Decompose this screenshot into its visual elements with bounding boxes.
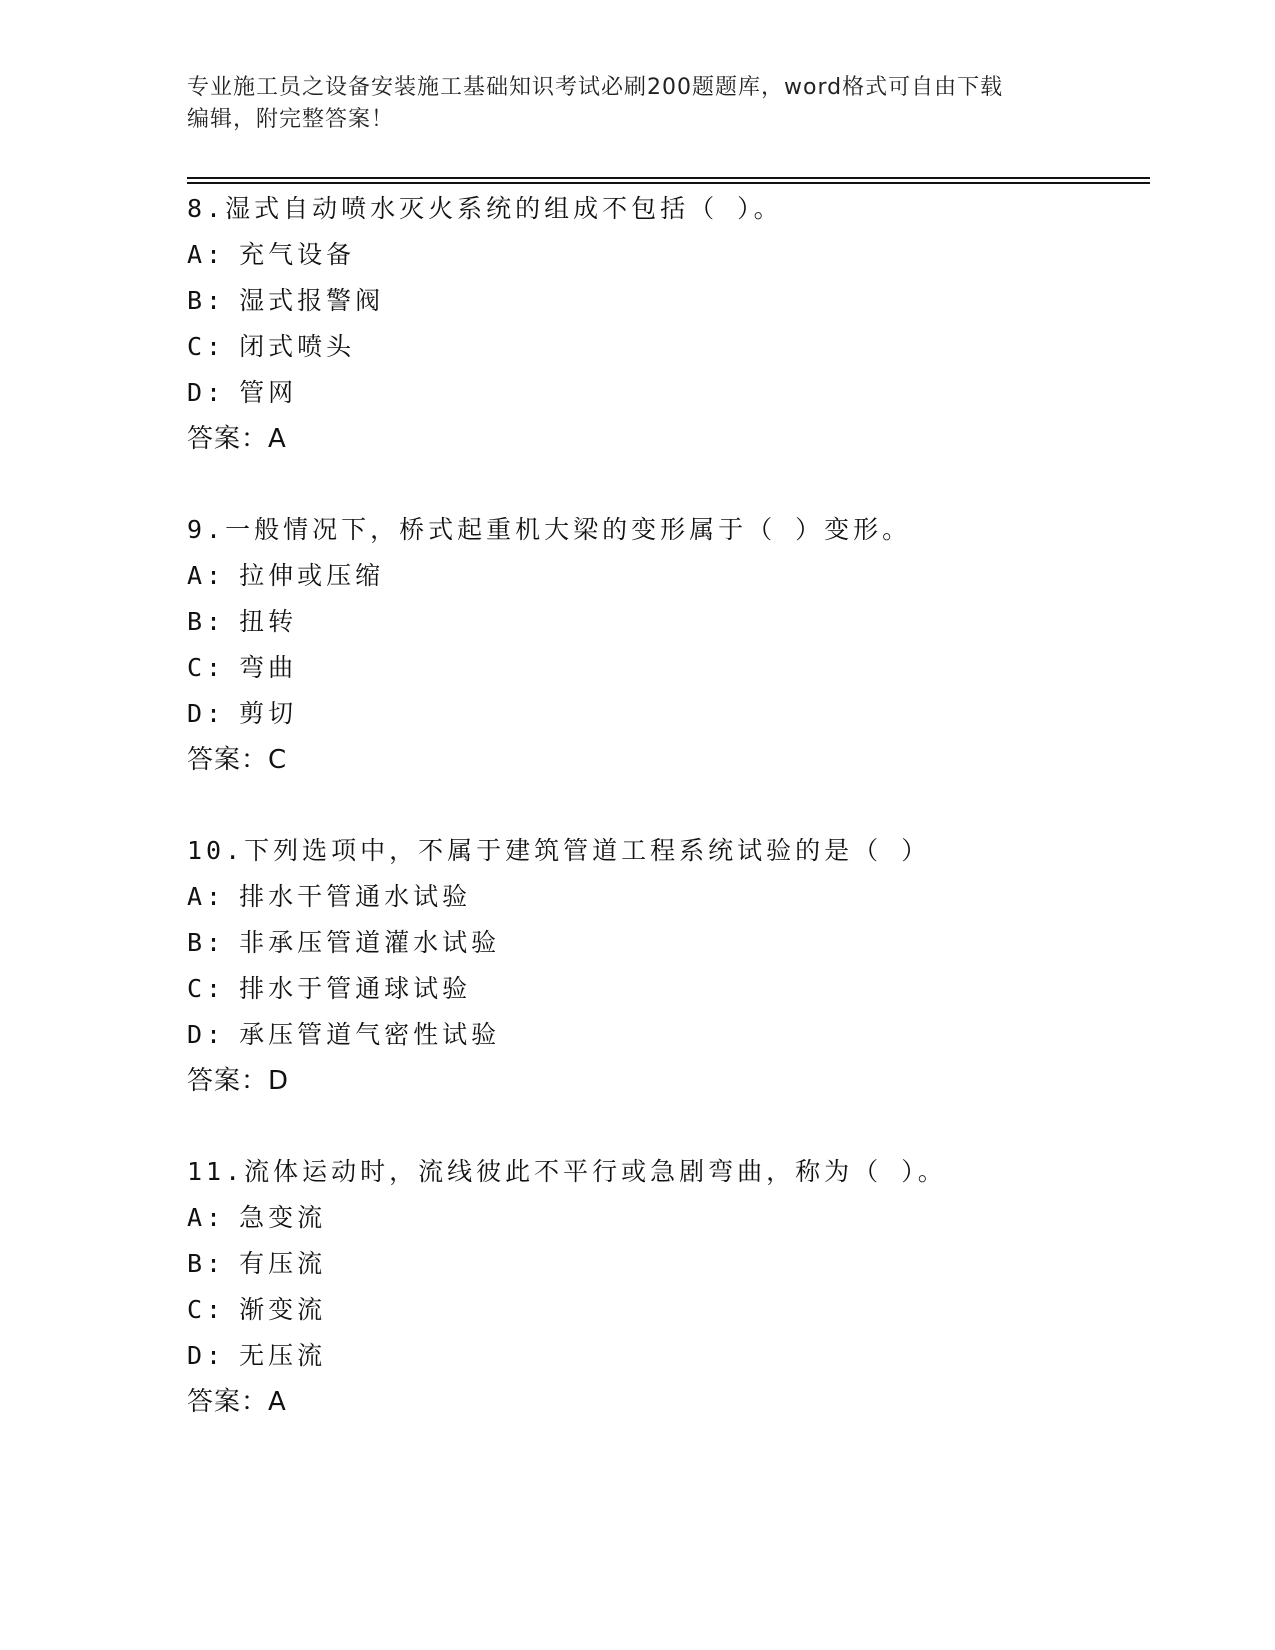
- option-d: [187, 691, 1150, 737]
- option-a: [187, 1195, 1150, 1241]
- option-c: [187, 324, 1150, 370]
- option-key: C:: [187, 1295, 226, 1324]
- answer-line: 答案：D: [187, 1066, 290, 1096]
- option-key: B:: [187, 1249, 226, 1278]
- option-text: 弯曲: [239, 653, 298, 682]
- option-key: D:: [187, 1020, 226, 1049]
- option-d: [187, 1012, 1150, 1058]
- option-key: C:: [187, 332, 226, 361]
- option-text: 排水于管通球试验: [239, 974, 472, 1003]
- option-key: B:: [187, 607, 226, 636]
- header-line-2: 编辑，附完整答案！: [187, 107, 395, 132]
- answer-line: 答案：A: [187, 424, 287, 454]
- option-c: [187, 645, 1150, 691]
- question-stem: 9.一般情况下，桥式起重机大梁的变形属于（ ）变形。: [187, 515, 912, 544]
- question-stem: 10.下列选项中，不属于建筑管道工程系统试验的是（ ）: [187, 836, 931, 865]
- question-block: [187, 507, 1150, 783]
- option-c: [187, 966, 1150, 1012]
- question-list: [187, 186, 1150, 1470]
- option-a: [187, 553, 1150, 599]
- header-line-1: 专业施工员之设备安装施工基础知识考试必刷200题题库，word格式可自由下载: [187, 75, 1004, 100]
- option-text: 承压管道气密性试验: [239, 1020, 501, 1049]
- answer-line: 答案：C: [187, 745, 288, 775]
- document-header: [187, 72, 1087, 136]
- option-text: 闭式喷头: [239, 332, 356, 361]
- option-b: [187, 920, 1150, 966]
- option-key: D:: [187, 378, 226, 407]
- option-a: [187, 874, 1150, 920]
- option-text: 剪切: [239, 699, 298, 728]
- option-b: [187, 1241, 1150, 1287]
- option-key: D:: [187, 1341, 226, 1370]
- question-block: [187, 1149, 1150, 1425]
- header-divider-bottom: [187, 182, 1150, 184]
- question-stem: 11.流体运动时，流线彼此不平行或急剧弯曲，称为（ ）。: [187, 1157, 947, 1186]
- option-d: [187, 370, 1150, 416]
- option-text: 渐变流: [239, 1295, 327, 1324]
- option-key: B:: [187, 928, 226, 957]
- question-block: [187, 828, 1150, 1104]
- option-b: [187, 278, 1150, 324]
- option-text: 急变流: [239, 1203, 327, 1232]
- option-key: A:: [187, 561, 226, 590]
- question-stem: 8.湿式自动喷水灭火系统的组成不包括（ ）。: [187, 194, 783, 223]
- option-d: [187, 1333, 1150, 1379]
- option-key: A:: [187, 1203, 226, 1232]
- option-text: 湿式报警阀: [239, 286, 385, 315]
- option-text: 拉伸或压缩: [239, 561, 385, 590]
- header-divider-top: [187, 177, 1150, 179]
- option-a: [187, 232, 1150, 278]
- option-c: [187, 1287, 1150, 1333]
- question-block: [187, 186, 1150, 462]
- option-text: 排水干管通水试验: [239, 882, 472, 911]
- option-text: 管网: [239, 378, 298, 407]
- option-text: 无压流: [239, 1341, 327, 1370]
- option-text: 充气设备: [239, 240, 356, 269]
- option-key: C:: [187, 653, 226, 682]
- option-text: 非承压管道灌水试验: [239, 928, 501, 957]
- answer-line: 答案：A: [187, 1387, 287, 1417]
- option-key: B:: [187, 286, 226, 315]
- option-key: D:: [187, 699, 226, 728]
- option-key: A:: [187, 882, 226, 911]
- option-b: [187, 599, 1150, 645]
- option-key: C:: [187, 974, 226, 1003]
- option-text: 扭转: [239, 607, 298, 636]
- option-key: A:: [187, 240, 226, 269]
- option-text: 有压流: [239, 1249, 327, 1278]
